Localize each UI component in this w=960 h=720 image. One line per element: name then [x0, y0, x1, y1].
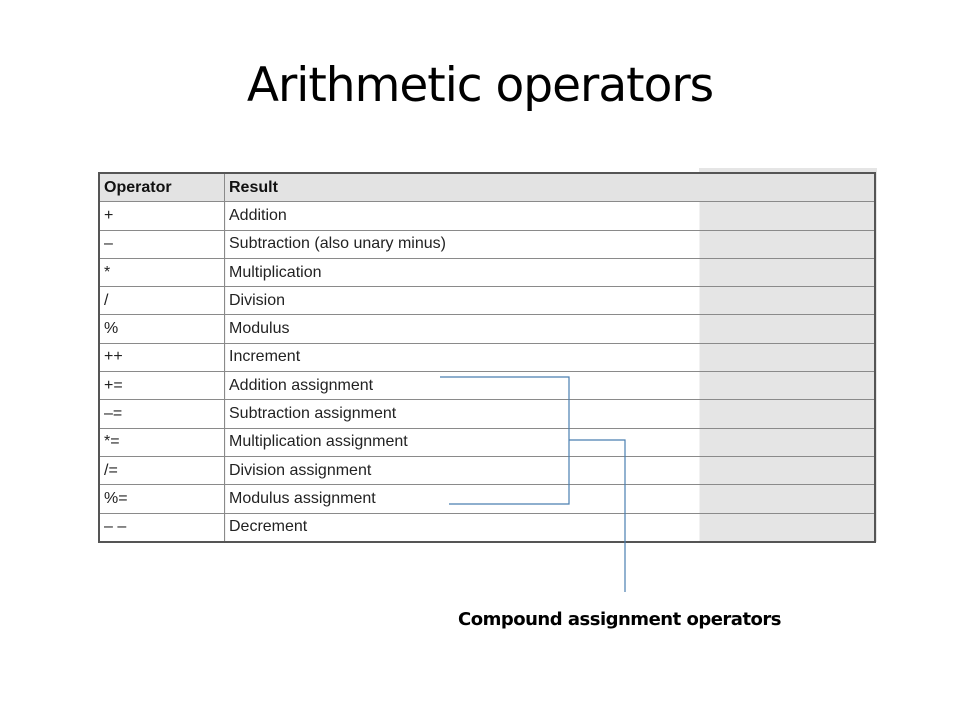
- operator-cell: *=: [99, 428, 225, 456]
- operators-table: [98, 172, 876, 543]
- table-row: [99, 485, 875, 513]
- result-cell: Addition assignment: [225, 372, 876, 400]
- table-row: [99, 456, 875, 484]
- annotation-caption: Compound assignment operators: [458, 609, 781, 630]
- operator-cell: %=: [99, 485, 225, 513]
- result-cell: Subtraction assignment: [225, 400, 876, 428]
- result-cell: Division assignment: [225, 456, 876, 484]
- result-cell: Modulus assignment: [225, 485, 876, 513]
- result-cell: Decrement: [225, 513, 876, 542]
- table-row: [99, 287, 875, 315]
- result-cell: Multiplication assignment: [225, 428, 876, 456]
- slide-title: Arithmetic operators: [246, 58, 714, 113]
- table-header-row: [99, 173, 875, 202]
- operator-cell: +=: [99, 372, 225, 400]
- result-cell: Division: [225, 287, 876, 315]
- operator-cell: –: [99, 230, 225, 258]
- operator-cell: *: [99, 258, 225, 286]
- table-row: [99, 315, 875, 343]
- operator-cell: ++: [99, 343, 225, 371]
- result-cell: Multiplication: [225, 258, 876, 286]
- table-row: [99, 513, 875, 542]
- table-row: [99, 258, 875, 286]
- header-operator: Operator: [99, 173, 225, 202]
- result-cell: Subtraction (also unary minus): [225, 230, 876, 258]
- result-cell: Addition: [225, 202, 876, 230]
- table-row: [99, 428, 875, 456]
- table-row: [99, 230, 875, 258]
- operator-cell: /=: [99, 456, 225, 484]
- result-cell: Modulus: [225, 315, 876, 343]
- table-row: [99, 202, 875, 230]
- table-row: [99, 343, 875, 371]
- header-result: Result: [225, 173, 876, 202]
- table-row: [99, 372, 875, 400]
- result-cell: Increment: [225, 343, 876, 371]
- operator-cell: +: [99, 202, 225, 230]
- operator-cell: /: [99, 287, 225, 315]
- operator-cell: – –: [99, 513, 225, 542]
- table-row: [99, 400, 875, 428]
- operator-cell: –=: [99, 400, 225, 428]
- operator-cell: %: [99, 315, 225, 343]
